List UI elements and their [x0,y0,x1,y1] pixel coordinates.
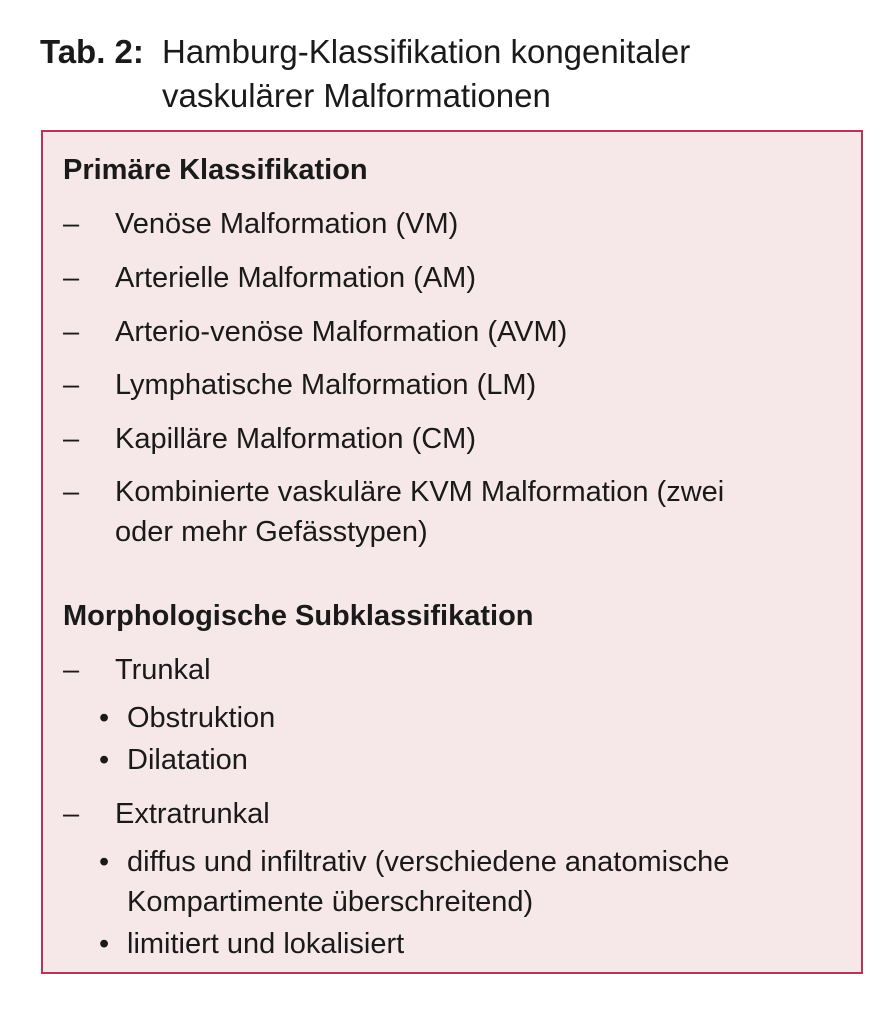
list-item-text: Arterielle Malformation (AM) [115,262,476,294]
bullet-marker: • [99,928,110,960]
dash-marker: – [63,369,80,401]
bullet-marker: • [99,846,110,878]
section-heading-morphologic: Morphologische Subklassifikation [63,600,534,632]
sub-list-item-text: diffus und infiltrativ (verschiedene anatomische Kompartimente überschreitend) [127,846,730,918]
list-item-text: Trunkal [115,654,211,686]
list-item-text: Lymphatische Malformation (LM) [115,369,537,401]
caption-label: Tab. 2: [40,33,144,70]
section-heading-primary: Primäre Klassifikation [63,154,368,186]
sub-list-item-text: Dilatation [127,744,248,776]
list-item-text: Venöse Malformation (VM) [115,208,459,240]
bullet-marker: • [99,744,110,776]
list-item-text: Arterio-venöse Malformation (AVM) [115,316,568,348]
dash-marker: – [63,316,80,348]
bullet-marker: • [99,702,110,734]
dash-marker: – [63,208,80,240]
list-item-text: Kapilläre Malformation (CM) [115,423,476,455]
sub-list-item [99,842,829,922]
table-caption [40,30,812,118]
dash-marker: – [63,423,80,455]
list-item-text: Kombinierte vaskuläre KVM Malformation (zwei oder mehr Gefässtypen) [115,476,725,548]
dash-marker: – [63,798,80,830]
list-item-text: Extratrunkal [115,798,270,830]
sub-list-item-text: Obstruktion [127,702,276,734]
caption-title: Hamburg-Klassifikation kongenitaler vaskulärer Malformationen [162,33,691,114]
dash-marker: – [63,476,80,508]
list-item [63,472,843,556]
classification-box [41,130,863,974]
sub-list-item-text: limitiert und lokalisiert [127,928,405,960]
dash-marker: – [63,654,80,686]
dash-marker: – [63,262,80,294]
